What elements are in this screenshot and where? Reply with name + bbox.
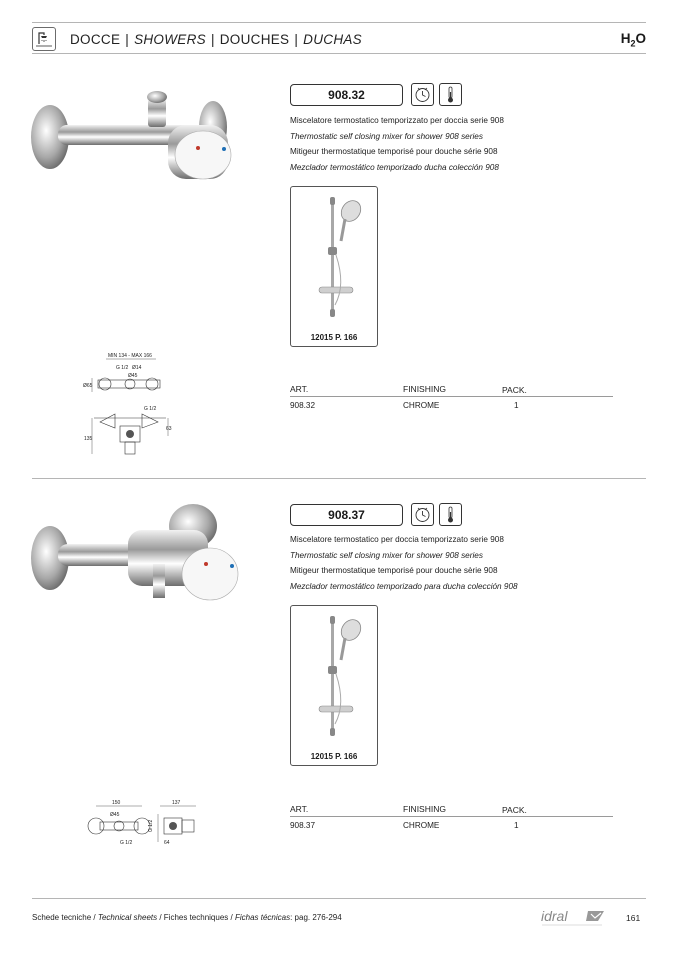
- shower-kit-image: [301, 614, 369, 744]
- brand-logo: [540, 907, 606, 929]
- thermometer-icon: [439, 503, 462, 526]
- product-code: 908.37: [290, 504, 403, 526]
- page-number: 161: [626, 913, 641, 923]
- dim-diameter-label: Ø14: [132, 365, 142, 371]
- category-code: $H_2O$: [620, 31, 646, 49]
- table-cell-art: 908.32: [290, 401, 316, 410]
- thermometer-icon: [439, 83, 462, 106]
- timer-icon: [411, 83, 434, 106]
- dim-w150-label: 150: [112, 800, 121, 806]
- dim-d45-label: Ø45: [128, 373, 138, 379]
- dim-w64-label: 64: [164, 840, 170, 846]
- shower-kit-card[interactable]: [290, 605, 378, 766]
- dim-g12b-label: G 1/2: [148, 819, 154, 832]
- kit-page-ref: 12015 P. 166: [310, 333, 358, 342]
- table-cell-pack: 1: [514, 401, 519, 410]
- header-top-rule: [32, 22, 646, 23]
- footer-rule: [32, 898, 646, 899]
- dim-range-label: MIN 134 - MAX 166: [108, 353, 152, 359]
- technical-drawing: [80, 350, 180, 458]
- dim-thread-label: G 1/2: [116, 365, 129, 371]
- product-description: Miscelatore termostatico temporizzato per doccia serie 908 Thermostatic self closing mixer for shower 908 series Mitigeur thermostatique temporisé pour douche série 908 Mezclador termostático temporizado ducha colección 908: [290, 116, 504, 172]
- dim-h63-label: 63: [166, 426, 172, 432]
- table-cell-finishing: CHROME: [403, 401, 440, 410]
- dim-d45-label: Ø45: [110, 812, 120, 818]
- table-divider: [290, 396, 613, 397]
- product-description: Miscelatore termostatico per doccia temporizzato serie 908 Thermostatic self closing mixer for shower 908 series Mitigeur thermostatique temporisé pour douche sèrie 908 Mezclador termostático temporizado para ducha colección 908: [290, 535, 518, 591]
- section-divider: [32, 478, 646, 479]
- table-cell-art: 908.37: [290, 821, 316, 830]
- kit-page-ref: 12015 P. 166: [310, 752, 358, 761]
- dim-g12a-label: G 1/2: [120, 840, 133, 846]
- product-image: [28, 500, 243, 610]
- table-cell-finishing: CHROME: [403, 821, 440, 830]
- technical-drawing: [80, 796, 210, 851]
- shower-kit-card[interactable]: [290, 186, 378, 347]
- svg-text:idral: idral: [541, 908, 568, 924]
- shower-icon: [32, 27, 56, 51]
- table-divider: [290, 816, 613, 817]
- product-code: 908.32: [290, 84, 403, 106]
- dim-g12-label: G 1/2: [144, 406, 157, 412]
- table-header-art: ART.: [290, 384, 309, 394]
- page-title: DOCCE | SHOWERS | DOUCHES | DUCHAS: [70, 32, 362, 47]
- shower-kit-image: [301, 195, 369, 325]
- timer-icon: [411, 503, 434, 526]
- table-header-finishing: FINISHING: [403, 384, 446, 394]
- table-cell-pack: 1: [514, 821, 519, 830]
- dim-h135-label: 135: [84, 436, 93, 442]
- table-header-finishing: FINISHING: [403, 804, 446, 814]
- product-image: [28, 85, 243, 185]
- table-header-pack: PACK.: [502, 385, 527, 395]
- table-header-pack: PACK.: [502, 805, 527, 815]
- header-bottom-rule: [32, 53, 646, 54]
- table-header-art: ART.: [290, 804, 309, 814]
- dim-d65-label: Ø65: [83, 383, 93, 389]
- technical-sheets-reference: Schede tecniche / Technical sheets / Fiches techniques / Fichas técnicas: pag. 276-294: [32, 913, 342, 922]
- dim-w137-label: 137: [172, 800, 181, 806]
